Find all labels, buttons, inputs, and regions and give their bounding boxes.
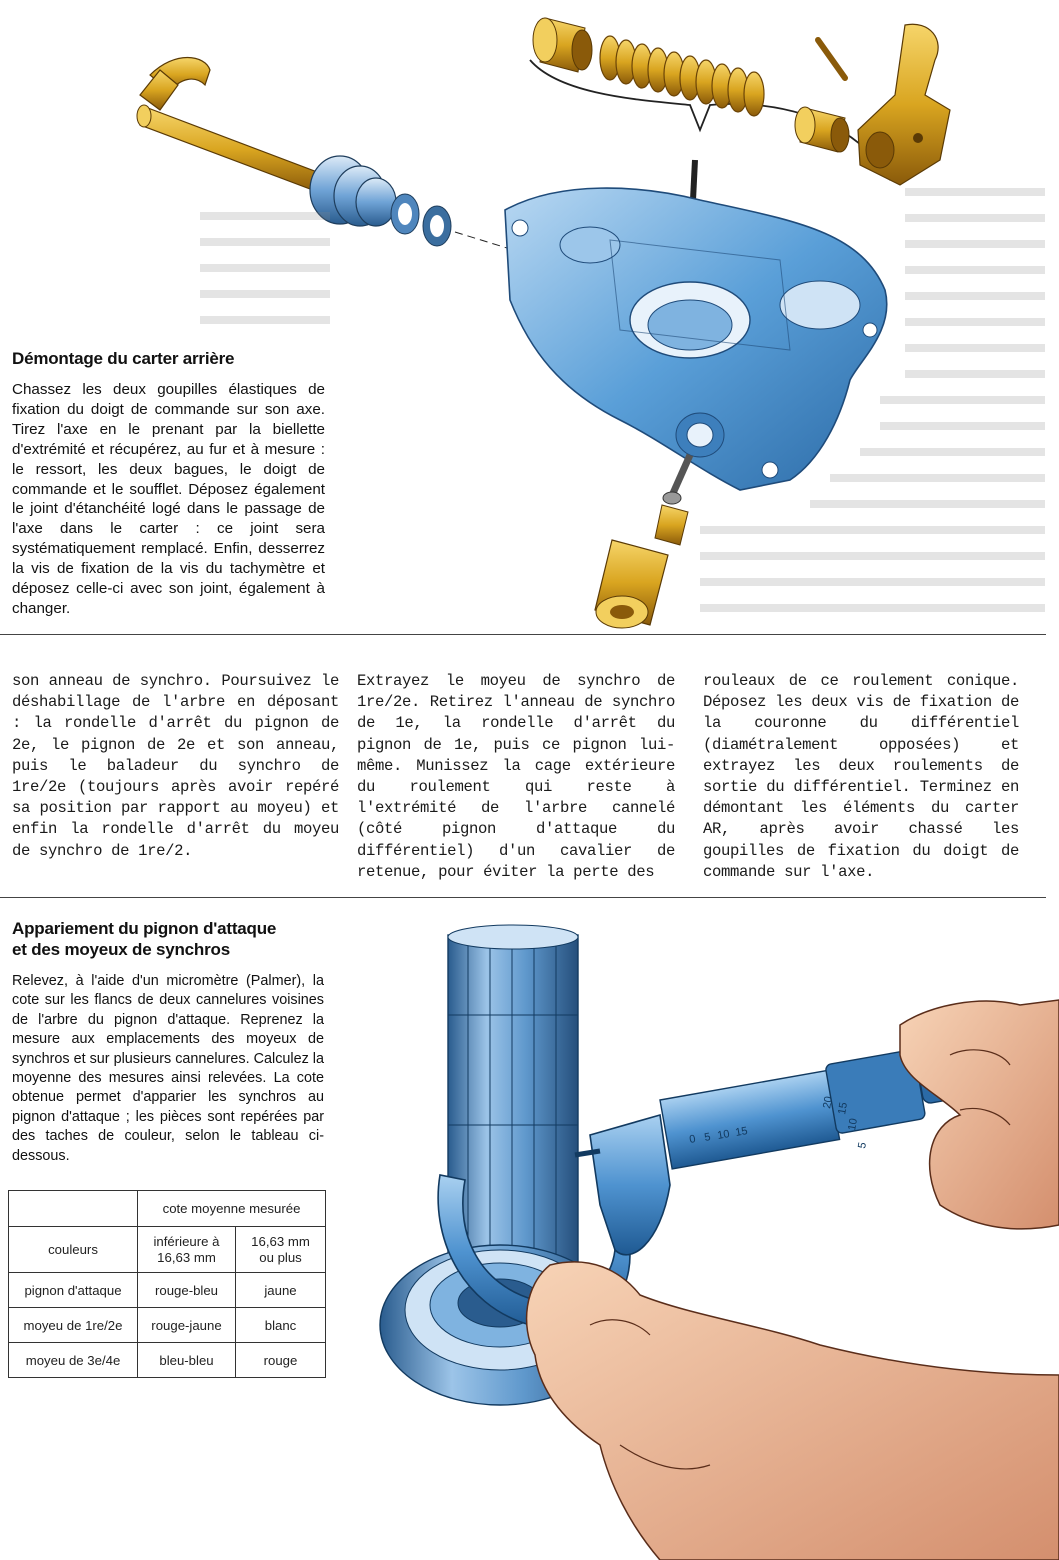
column-1-text: son anneau de synchro. Poursuivez le déshabillage de l'arbre en déposant : la rondelle d'arrêt du pignon de 2e, le pignon de 2e et son anneau, puis le baladeur du synchro de 1re/2e (toujours après avoir repéré sa position par rapport au moyeu) et enfin la rondelle d'arrêt du moyeu de synchro de 1re/2. — [12, 672, 339, 860]
rear-housing-carter — [505, 188, 887, 490]
seal-rings — [391, 194, 451, 246]
table-subheader-low — [138, 1227, 236, 1273]
section-body-appariement — [12, 972, 324, 1166]
scale-mark: 5 — [856, 1141, 870, 1150]
table-row — [9, 1343, 326, 1378]
table-row-label: pignon d'attaque — [9, 1273, 138, 1308]
subheader-low-b: 16,63 mm — [157, 1249, 216, 1265]
table-cell-high: rouge — [236, 1343, 326, 1378]
table-cell-low: rouge-jaune — [138, 1308, 236, 1343]
section-body-carter-arriere — [12, 380, 325, 619]
title-line-2: et des moyeux de synchros — [12, 940, 230, 959]
speedometer-screw — [663, 455, 690, 504]
micrometer-measurement-illustration — [360, 905, 1059, 1560]
shift-rod — [137, 58, 325, 193]
table-corner-cell — [9, 1191, 138, 1227]
table-subheader-row — [9, 1227, 326, 1273]
scale-mark: 20 — [821, 1095, 836, 1110]
subheader-high-b: ou plus — [259, 1249, 302, 1265]
scale-mark: 5 — [703, 1131, 712, 1144]
divider-top — [0, 634, 1046, 635]
section-title-carter-arriere: Démontage du carter arrière — [12, 349, 235, 368]
shift-finger-doigt — [858, 24, 950, 185]
scale-mark: 15 — [734, 1125, 749, 1139]
table-cell-high: blanc — [236, 1308, 326, 1343]
divider-bottom — [0, 897, 1046, 898]
text-column-2 — [357, 671, 675, 883]
table-header-row — [9, 1191, 326, 1227]
table-row-label: moyeu de 1re/2e — [9, 1308, 138, 1343]
brass-bushing-2 — [795, 107, 849, 152]
text-column-3 — [703, 671, 1019, 883]
scale-mark: 10 — [716, 1128, 731, 1142]
speedometer-drive — [595, 505, 688, 628]
carter-arriere-paragraph: Chassez les deux goupilles élastiques de fixation du doigt de commande sur son axe. Tirez l'axe en le prenant par la biellette d'extrémité et récupérez, au fur et à mesure : le ressort, les deux bagues, le doigt de commande et le soufflet. Déposez également le joint d'étanchéité logé dans le passage de l'axe dans le carter : ce joint sera systématiquement remplacé. Enfin, desserrez la vis de fixation de la vis du tachymètre et déposez celle-ci avec son joint, également à changer. — [12, 381, 325, 617]
subheader-low-a: inférieure à — [153, 1233, 220, 1249]
roll-pin — [818, 40, 845, 78]
table-subheader-high — [236, 1227, 326, 1273]
table-cell-low: rouge-bleu — [138, 1273, 236, 1308]
table-group-header: cote moyenne mesurée — [138, 1191, 326, 1227]
table-col-header: couleurs — [9, 1227, 138, 1273]
text-column-1 — [12, 671, 339, 862]
title-line-1: Appariement du pignon d'attaque — [12, 919, 277, 938]
column-3-text: rouleaux de ce roulement conique. Déposez les deux vis de fixation de la couronne du différentiel (diamétralement opposées) et extrayez les deux roulements de sortie du différentiel. Terminez en démontant les éléments du carter AR, après avoir chassé les goupilles de fixation du doigt de commande sur l'axe. — [703, 672, 1019, 881]
table-cell-high: jaune — [236, 1273, 326, 1308]
scale-mark: 10 — [846, 1117, 861, 1132]
table-row — [9, 1273, 326, 1308]
subheader-high-a: 16,63 mm — [251, 1233, 310, 1249]
column-2-text: Extrayez le moyeu de synchro de 1re/2e. Retirez l'anneau de synchro de 1e, la rondelle d'arrêt du pignon de 1e, puis ce pignon lui-même. Munissez la cage extérieure du roulement qui reste à l'extrémité de l'arbre cannelé (côté pignon d'attaque du différentiel) d'un cavalier de retenue, pour éviter la perte des — [357, 672, 675, 881]
table-row — [9, 1308, 326, 1343]
section-title-appariement — [12, 918, 276, 960]
left-hand — [527, 1262, 1059, 1560]
scale-mark: 15 — [836, 1101, 851, 1116]
table-row-label: moyeu de 3e/4e — [9, 1343, 138, 1378]
scale-mark: 0 — [688, 1133, 697, 1146]
table-cell-low: bleu-bleu — [138, 1343, 236, 1378]
appariement-paragraph: Relevez, à l'aide d'un micromètre (Palmer), la cote sur les flancs de deux cannelures voisines de l'arbre du pignon d'attaque. Reprenez la mesure aux emplacements des moyeux de synchros et sur plusieurs cannelures. Calculez la moyenne des mesures ainsi relevées. La cote obtenue permet d'apparier les synchros au pignon d'attaque ; les pièces sont repérées par des taches de couleur, selon le tableau ci-dessous. — [12, 973, 324, 1164]
cote-table — [8, 1190, 326, 1378]
brass-bushing-1 — [533, 18, 592, 72]
